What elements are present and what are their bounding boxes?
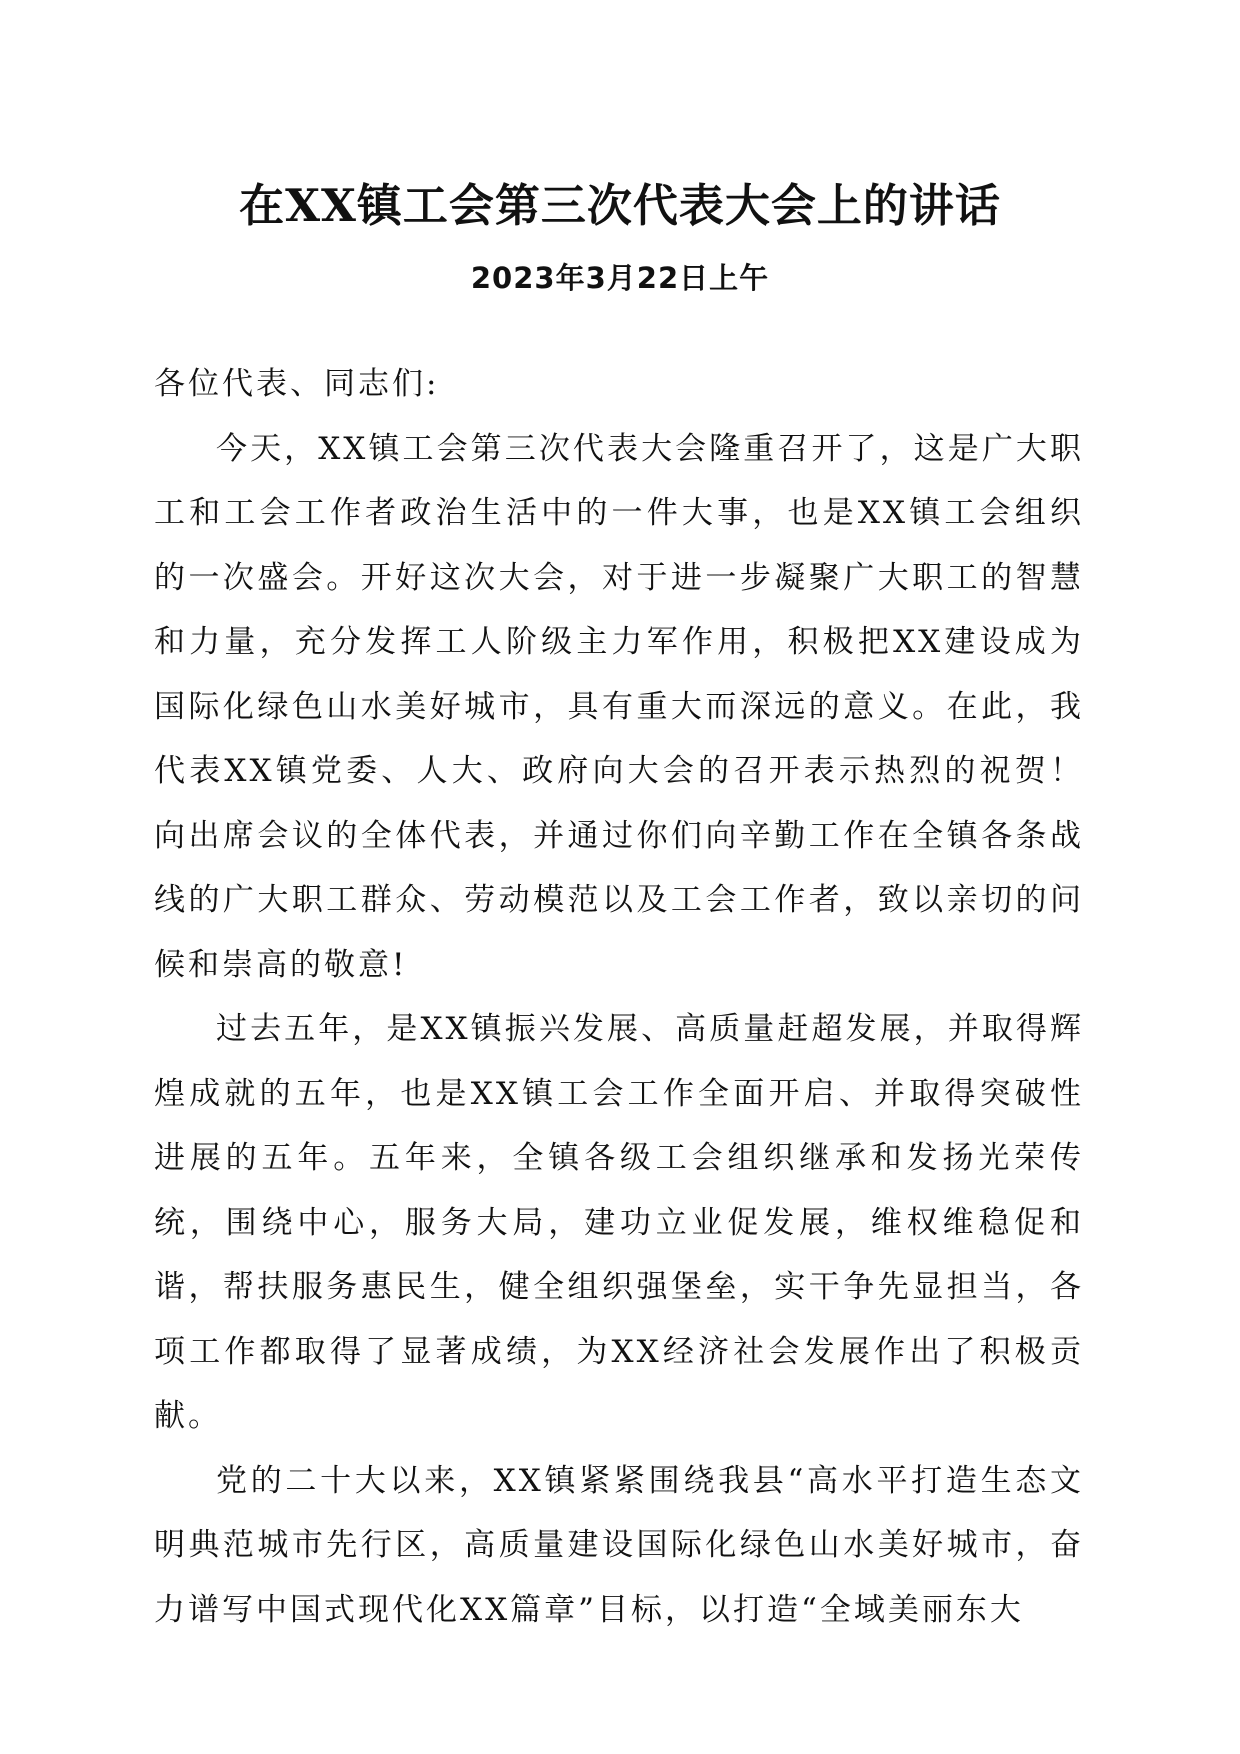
paragraph-since-twentieth-congress: 党的二十大以来，XX镇紧紧围绕我县“高水平打造生态文明典范城市先行区，高质量建设国际化绿色山水美好城市，奋力谱写中国式现代化XX篇章”目标，以打造“全域美丽东大	[154, 1462, 1084, 1628]
document-title: 在XX镇工会第三次代表大会上的讲话	[239, 179, 1001, 232]
document-body	[154, 352, 1084, 1642]
salutation: 各位代表、同志们:	[154, 366, 440, 402]
document-date: 2023年3月22日上午	[470, 261, 770, 295]
paragraph-opening: 今天，XX镇工会第三次代表大会隆重召开了，这是广大职工和工会工作者政治生活中的一件大事，也是XX镇工会组织的一次盛会。开好这次大会，对于进一步凝聚广大职工的智慧和力量，充分发挥工人阶级主力军作用，积极把XX建设成为国际化绿色山水美好城市，具有重大而深远的意义。在此，我代表XX镇党委、人大、政府向大会的召开表示热烈的祝贺！向出席会议的全体代表，并通过你们向辛勤工作在全镇各条战线的广大职工群众、劳动模范以及工会工作者，致以亲切的问候和崇高的敬意!	[154, 430, 1084, 983]
paragraph-past-five-years: 过去五年，是XX镇振兴发展、高质量赶超发展，并取得辉煌成就的五年，也是XX镇工会工作全面开启、并取得突破性进展的五年。五年来，全镇各级工会组织继承和发扬光荣传统，围绕中心，服务大局，建功立业促发展，维权维稳促和谐，帮扶服务惠民生，健全组织强堡垒，实干争先显担当，各项工作都取得了显著成绩，为XX经济社会发展作出了积极贡献。	[154, 1011, 1084, 1434]
